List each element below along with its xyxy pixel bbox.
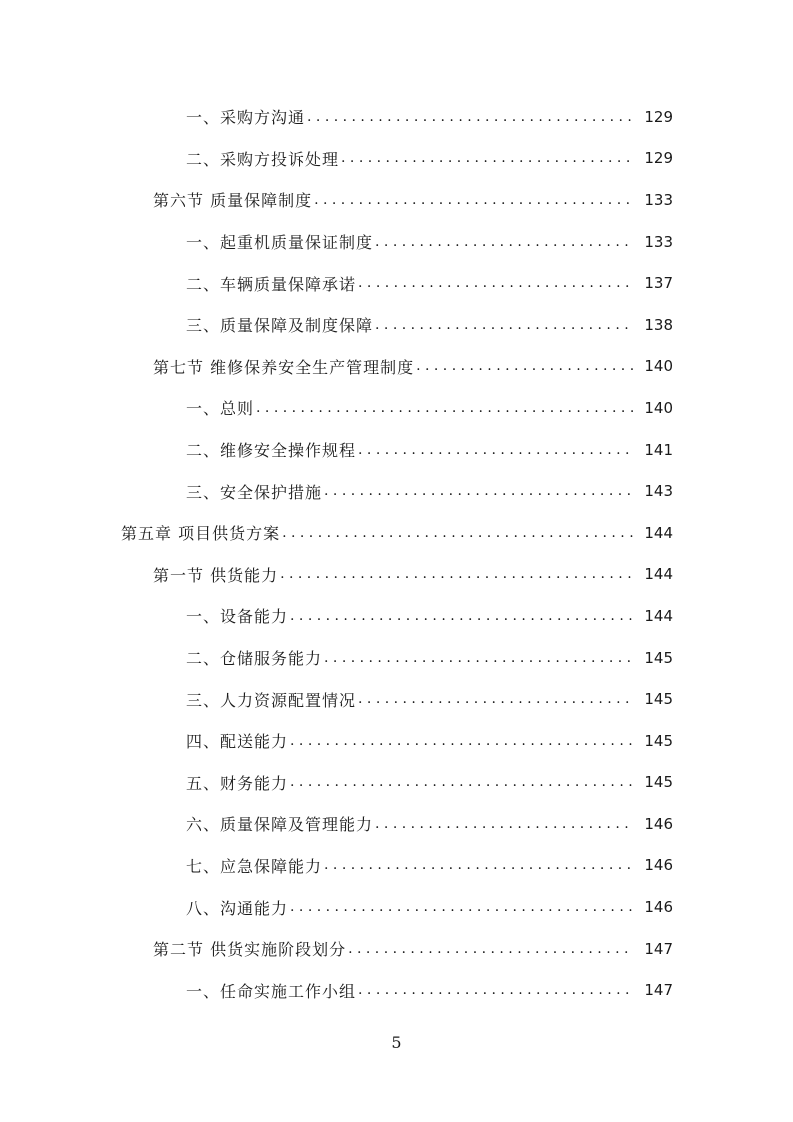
toc-leader-dots xyxy=(290,608,634,624)
toc-leader-dots xyxy=(307,109,634,125)
toc-entry[interactable] xyxy=(0,346,793,388)
toc-entry[interactable] xyxy=(0,886,793,928)
toc-leader-dots xyxy=(280,566,634,582)
toc-entry-title: 一、任命实施工作小组 xyxy=(186,979,358,1002)
toc-leader-dots xyxy=(375,234,634,250)
toc-entry[interactable] xyxy=(0,720,793,762)
toc-entry-title: 三、质量保障及制度保障 xyxy=(186,313,375,336)
toc-entry[interactable] xyxy=(0,803,793,845)
toc-entry-title: 第六节 质量保障制度 xyxy=(153,188,314,211)
toc-entry-page: 147 xyxy=(644,939,673,958)
toc-entry-title: 第七节 维修保养安全生产管理制度 xyxy=(153,355,416,378)
toc-entry-page: 145 xyxy=(644,731,673,750)
toc-entry-page: 133 xyxy=(644,190,673,209)
toc-entry-title: 一、设备能力 xyxy=(186,604,290,627)
toc-entry[interactable] xyxy=(0,179,793,221)
toc-entry-page: 143 xyxy=(644,482,673,501)
toc-entry-title: 八、沟通能力 xyxy=(186,896,290,919)
toc-entry-page: 144 xyxy=(644,606,673,625)
toc-entry[interactable] xyxy=(0,678,793,720)
toc-leader-dots xyxy=(358,442,634,458)
toc-entry-page: 145 xyxy=(644,690,673,709)
toc-leader-dots xyxy=(256,400,634,416)
toc-entry[interactable] xyxy=(0,262,793,304)
toc-entry-title: 一、采购方沟通 xyxy=(186,105,307,128)
toc-entry-page: 144 xyxy=(644,523,673,542)
toc-entry[interactable] xyxy=(0,637,793,679)
toc-entry-title: 三、人力资源配置情况 xyxy=(186,688,358,711)
toc-entry-page: 138 xyxy=(644,315,673,334)
toc-entry[interactable] xyxy=(0,138,793,180)
toc-entry[interactable] xyxy=(0,304,793,346)
toc-leader-dots xyxy=(324,857,634,873)
toc-entry[interactable] xyxy=(0,762,793,804)
toc-leader-dots xyxy=(348,941,634,957)
toc-entry-page: 145 xyxy=(644,648,673,667)
toc-entry-page: 146 xyxy=(644,856,673,875)
toc-leader-dots xyxy=(314,192,634,208)
toc-entry-title: 二、采购方投诉处理 xyxy=(186,147,341,170)
toc-leader-dots xyxy=(324,483,634,499)
toc-leader-dots xyxy=(375,317,634,333)
toc-entry-page: 147 xyxy=(644,981,673,1000)
toc-entry-page: 140 xyxy=(644,357,673,376)
toc-leader-dots xyxy=(290,733,634,749)
toc-entry-page: 140 xyxy=(644,398,673,417)
toc-entry-title: 六、质量保障及管理能力 xyxy=(186,812,375,835)
toc-entry-page: 144 xyxy=(644,565,673,584)
toc-entry-title: 第一节 供货能力 xyxy=(153,563,280,586)
toc-entry-page: 129 xyxy=(644,107,673,126)
toc-entry-page: 137 xyxy=(644,274,673,293)
toc-entry[interactable] xyxy=(0,928,793,970)
toc-leader-dots xyxy=(375,816,634,832)
toc-entry-title: 五、财务能力 xyxy=(186,771,290,794)
toc-entry[interactable] xyxy=(0,387,793,429)
toc-leader-dots xyxy=(290,899,634,915)
toc-entry[interactable] xyxy=(0,96,793,138)
toc-leader-dots xyxy=(324,650,634,666)
toc-leader-dots xyxy=(416,358,634,374)
toc-entry-page: 133 xyxy=(644,232,673,251)
toc-entry[interactable] xyxy=(0,429,793,471)
toc-entry-page: 141 xyxy=(644,440,673,459)
toc-entry-title: 第二节 供货实施阶段划分 xyxy=(153,937,348,960)
toc-entry-title: 二、仓储服务能力 xyxy=(186,646,324,669)
toc-entry[interactable] xyxy=(0,969,793,1011)
toc-leader-dots xyxy=(341,150,634,166)
toc-leader-dots xyxy=(358,275,634,291)
toc-entry[interactable] xyxy=(0,221,793,263)
toc-entry[interactable] xyxy=(0,554,793,596)
toc-entry-title: 三、安全保护措施 xyxy=(186,480,324,503)
toc-entry-page: 145 xyxy=(644,773,673,792)
toc-entry-title: 二、维修安全操作规程 xyxy=(186,438,358,461)
toc-entry[interactable] xyxy=(0,512,793,554)
table-of-contents xyxy=(0,96,793,1011)
toc-leader-dots xyxy=(358,691,634,707)
toc-entry-page: 146 xyxy=(644,814,673,833)
toc-entry-title: 一、总则 xyxy=(186,396,256,419)
toc-entry-title: 二、车辆质量保障承诺 xyxy=(186,272,358,295)
toc-leader-dots xyxy=(282,525,634,541)
toc-leader-dots xyxy=(358,982,634,998)
toc-entry[interactable] xyxy=(0,845,793,887)
toc-entry-page: 146 xyxy=(644,898,673,917)
toc-entry-title: 四、配送能力 xyxy=(186,729,290,752)
toc-entry[interactable] xyxy=(0,595,793,637)
toc-entry-title: 第五章 项目供货方案 xyxy=(121,521,282,544)
toc-entry-title: 一、起重机质量保证制度 xyxy=(186,230,375,253)
toc-entry-page: 129 xyxy=(644,149,673,168)
toc-entry-title: 七、应急保障能力 xyxy=(186,854,324,877)
page-number: 5 xyxy=(391,1033,402,1052)
toc-leader-dots xyxy=(290,774,634,790)
toc-entry[interactable] xyxy=(0,470,793,512)
